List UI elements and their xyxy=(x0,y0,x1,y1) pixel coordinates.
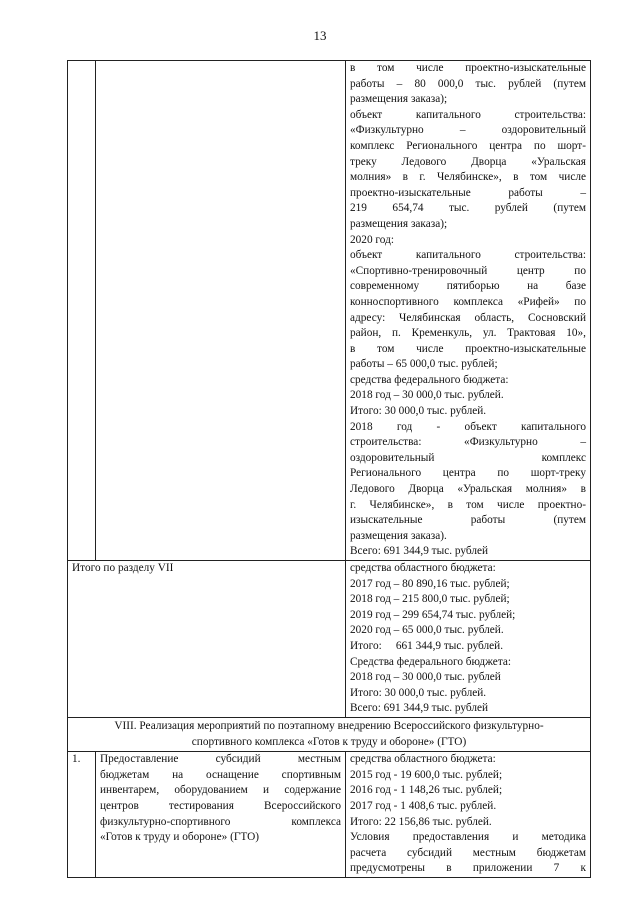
text-line: Итого: 30 000,0 тыс. рублей. xyxy=(350,686,487,699)
text-line: 2017 год - 1 408,6 тыс. рублей. xyxy=(350,799,497,812)
page-number: 13 xyxy=(313,28,327,43)
text-line: предусмотрены в приложении 7 к xyxy=(350,862,586,875)
text-line: Всего: 691 344,9 тыс. рублей xyxy=(350,702,489,715)
text-line: Предоставление субсидий местным xyxy=(100,753,341,766)
text-line: бюджетам на оснащение спортивным xyxy=(100,768,341,781)
text-line: комплекс Регионального центра по шорт- xyxy=(350,139,586,152)
text-line: 2018 год – 30 000,0 тыс. рублей. xyxy=(350,389,504,402)
text-line: современному пятиборью на базе xyxy=(350,280,586,293)
cell-total-funding xyxy=(346,561,591,718)
section-title-line: VIII. Реализация мероприятий по поэтапному внедрению Всероссийского физкультурно- xyxy=(114,719,544,732)
text-line: Итого: 30 000,0 тыс. рублей. xyxy=(350,405,487,418)
cell-measure-funding xyxy=(346,752,591,878)
text-line: 2018 год – 30 000,0 тыс. рублей xyxy=(350,671,501,684)
cell-description-empty xyxy=(96,61,346,561)
text-line: «Готов к труду и обороне» (ГТО) xyxy=(100,831,260,844)
text-line: в том числе проектно-изыскательные xyxy=(350,342,586,355)
text-line: средства федерального бюджета: xyxy=(350,373,509,386)
text-line: 2019 год – 299 654,74 тыс. рублей; xyxy=(350,608,516,621)
text-line: 2018 год – 215 800,0 тыс. рублей; xyxy=(350,593,510,606)
text-line: 2018 год - объект капитального xyxy=(350,420,586,433)
text-line: расчета субсидий местным бюджетам xyxy=(350,846,586,859)
text-line: г. Челябинске», в том числе проектно- xyxy=(350,498,586,511)
text-line: изыскательные работы (путем xyxy=(350,514,586,527)
text-line: адресу: Челябинская область, Сосновский xyxy=(350,311,586,324)
text-line: проектно-изыскательные работы – xyxy=(350,186,586,199)
text-line: Регионального центра по шорт-треку xyxy=(350,467,586,480)
program-table xyxy=(67,60,591,878)
text-line: работы – 65 000,0 тыс. рублей; xyxy=(350,358,498,371)
text-line: объект капитального строительства: xyxy=(350,249,586,262)
table-row-measure-1 xyxy=(68,752,591,878)
table-row-section-heading xyxy=(68,717,591,751)
text-line: средства областного бюджета: xyxy=(350,753,496,766)
text-line: конноспортивного комплекса «Рифей» по xyxy=(350,295,586,308)
section-title-line: спортивного комплекса «Готов к труду и обороне» (ГТО) xyxy=(191,735,467,748)
cell-row-number: 1. xyxy=(68,752,96,878)
text-line: инвентарем, оборудованием и содержание xyxy=(100,784,341,797)
text-line: средства областного бюджета: xyxy=(350,562,496,574)
text-line: 2020 год – 65 000,0 тыс. рублей. xyxy=(350,624,504,637)
text-line: Всего: 691 344,9 тыс. рублей xyxy=(350,545,489,558)
text-line: размещения заказа). xyxy=(350,529,447,542)
text-line: Итого: 22 156,86 тыс. рублей. xyxy=(350,815,492,828)
text-line: 2016 год - 1 148,26 тыс. рублей; xyxy=(350,784,503,797)
cell-funding-continued xyxy=(346,61,591,561)
text-line: Средства федерального бюджета: xyxy=(350,655,512,668)
text-line: Условия предоставления и методика xyxy=(350,831,586,844)
text-line: молния» в г. Челябинске», в том числе xyxy=(350,171,586,184)
text-line: размещения заказа); xyxy=(350,93,448,106)
text-line: работы – 80 000,0 тыс. рублей (путем xyxy=(350,77,586,90)
text-line: физкультурно-спортивного комплекса xyxy=(100,815,341,828)
text-line: район, п. Кременкуль, ул. Трактовая 10», xyxy=(350,327,586,340)
text-line: оздоровительный комплекс xyxy=(350,451,586,464)
text-line: треку Ледового Дворца «Уральская xyxy=(350,155,586,168)
table-row-section-total xyxy=(68,561,591,718)
text-line: в том числе проектно-изыскательные xyxy=(350,62,586,74)
text-line: «Физкультурно – оздоровительный xyxy=(350,124,586,137)
text-line: объект капитального строительства: xyxy=(350,108,586,121)
text-line: Итого: 661 344,9 тыс. рублей. xyxy=(350,639,504,652)
table-row-continued xyxy=(68,61,591,561)
text-line: центров тестирования Всероссийского xyxy=(100,799,341,812)
text-line: 219 654,74 тыс. рублей (путем xyxy=(350,202,586,215)
cell-number-empty xyxy=(68,61,96,561)
text-line: строительства: «Физкультурно – xyxy=(350,436,586,449)
text-line: «Спортивно-тренировочный центр по xyxy=(350,264,586,277)
cell-total-label: Итого по разделу VII xyxy=(68,561,346,718)
text-line: 2020 год: xyxy=(350,233,394,246)
text-line: Ледового Дворца «Уральская молния» в xyxy=(350,483,586,496)
text-line: 2015 год - 19 600,0 тыс. рублей; xyxy=(350,768,503,781)
text-line: 2017 год – 80 890,16 тыс. рублей; xyxy=(350,577,510,590)
section-viii-title xyxy=(68,717,591,751)
cell-measure-description xyxy=(96,752,346,878)
text-line: размещения заказа); xyxy=(350,217,448,230)
